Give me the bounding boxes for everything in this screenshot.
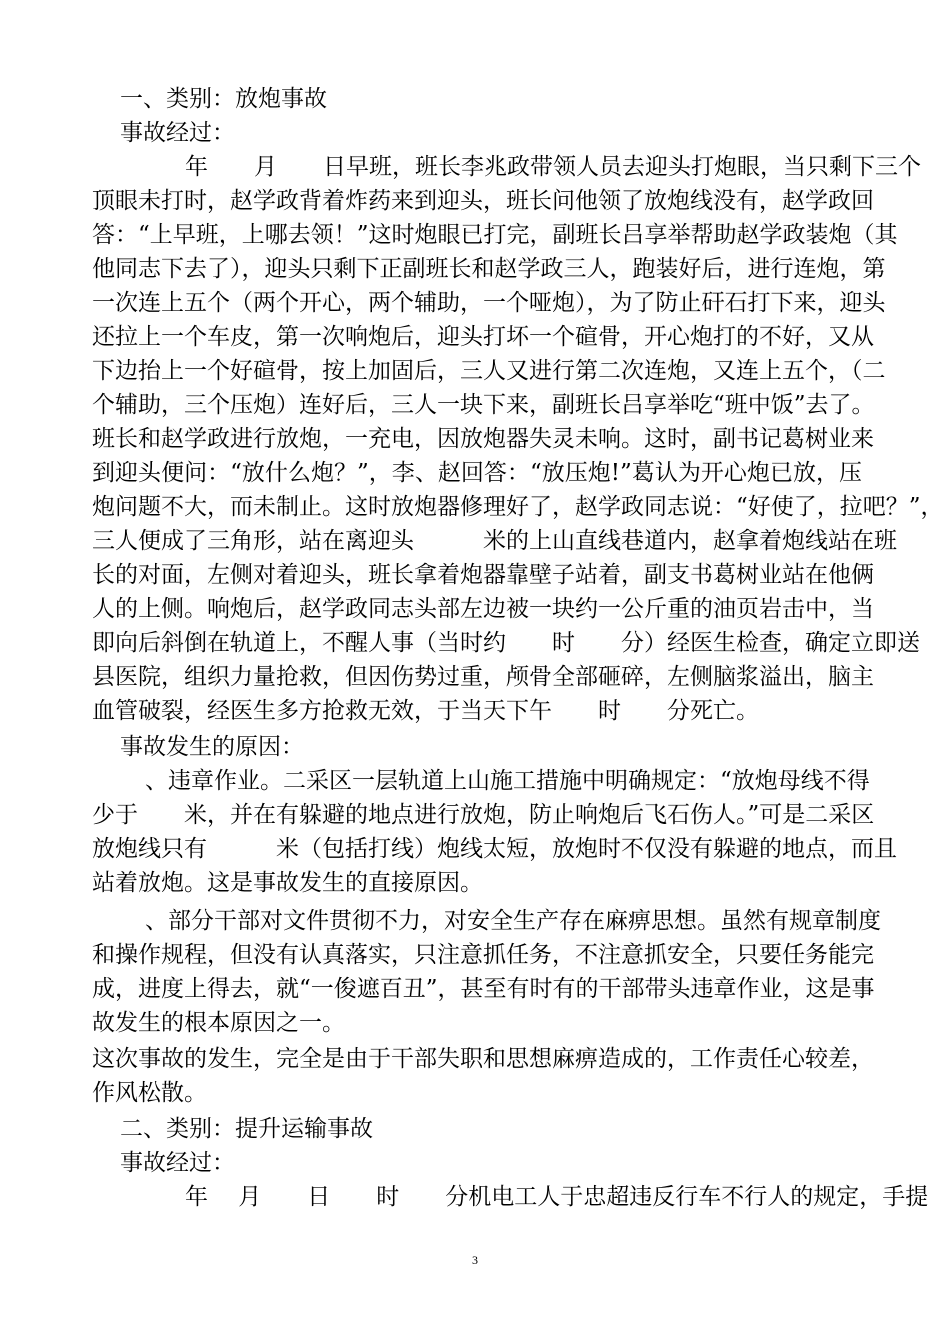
paragraph-line: 答：“上早班，上哪去领！”这时炮眼已打完，副班长吕享举帮助赵学政装炮（其 (92, 222, 898, 248)
page-number: 3 (472, 1253, 478, 1267)
paragraph-line: 人的上侧。响炮后，赵学政同志头部左边被一块约一公斤重的油页岩击中，当 (92, 596, 874, 622)
paragraph-line: 到迎头便问：“放什么炮？”，李、赵回答：“放压炮!”葛认为开心炮已放，压 (92, 460, 862, 486)
paragraph-line: 长的对面，左侧对着迎头，班长拿着炮器靠壁子站着，副支书葛树业站在他俩 (92, 562, 874, 588)
paragraph-line: 故发生的根本原因之一。 (92, 1010, 345, 1036)
paragraph-line: 血管破裂，经医生多方抢救无效，于当天下午 时 分死亡。 (92, 698, 759, 724)
paragraph-line: 即向后斜倒在轨道上，不醒人事（当时约 时 分）经医生检查，确定立即送 (92, 630, 920, 656)
paragraph-line: 三人便成了三角形，站在离迎头 米的上山直线巷道内，赵拿着炮线站在班 (92, 528, 897, 554)
paragraph-line: 年 月 日早班，班长李兆政带领人员去迎头打炮眼，当只剩下三个 (185, 154, 921, 180)
paragraph-line: 、部分干部对文件贯彻不力，对安全生产存在麻痹思想。虽然有规章制度 (145, 908, 881, 934)
section2-process-label: 事故经过： (120, 1150, 235, 1176)
paragraph-line: 班长和赵学政进行放炮，一充电，因放炮器失灵未响。这时，副书记葛树业来 (92, 426, 874, 452)
paragraph-line: 这次事故的发生，完全是由于干部失职和思想麻痹造成的，工作责任心较差， (92, 1046, 874, 1072)
section2-heading: 二、类别：提升运输事故 (120, 1116, 373, 1142)
section1-cause-label: 事故发生的原因： (120, 734, 304, 760)
paragraph-line: 年 月 日 时 分机电工人于忠超违反行车不行人的规定，手提 (185, 1184, 929, 1210)
paragraph-line: 作风松散。 (92, 1080, 207, 1106)
paragraph-line: 、违章作业。二采区一层轨道上山施工措施中明确规定：“放炮母线不得 (145, 768, 870, 794)
paragraph-line: 放炮线只有 米（包括打线）炮线太短，放炮时不仅没有躲避的地点，而且 (92, 836, 897, 862)
paragraph-line: 下边抬上一个好碹骨，按上加固后，三人又进行第二次连炮，又连上五个，（二 (92, 358, 886, 384)
paragraph-line: 一次连上五个（两个开心，两个辅助，一个哑炮），为了防止矸石打下来，迎头 (92, 290, 886, 316)
section1-heading: 一、类别：放炮事故 (120, 86, 327, 112)
paragraph-line: 站着放炮。这是事故发生的直接原因。 (92, 870, 483, 896)
paragraph-line: 炮问题不大，而未制止。这时放炮器修理好了，赵学政同志说：“好使了，拉吧？”， (92, 494, 944, 520)
paragraph-line: 顶眼未打时，赵学政背着炸药来到迎头，班长问他领了放炮线没有，赵学政回 (92, 188, 874, 214)
paragraph-line: 还拉上一个车皮，第一次响炮后，迎头打坏一个碹骨，开心炮打的不好，又从 (92, 324, 874, 350)
paragraph-line: 他同志下去了），迎头只剩下正副班长和赵学政三人，跑装好后，进行连炮，第 (92, 256, 886, 282)
section1-process-label: 事故经过： (120, 120, 235, 146)
paragraph-line: 少于 米，并在有躲避的地点进行放炮，防止响炮后飞石伤人。”可是二采区 (92, 802, 875, 828)
paragraph-line: 个辅助，三个压炮）连好后，三人一块下来，副班长吕享举吃“班中饭”去了。 (92, 392, 875, 418)
paragraph-line: 成，进度上得去，就“一俊遮百丑”，甚至有时有的干部带头违章作业，这是事 (92, 976, 875, 1002)
paragraph-line: 县医院，组织力量抢救，但因伤势过重，颅骨全部砸碎，左侧脑浆溢出，脑主 (92, 664, 874, 690)
paragraph-line: 和操作规程，但没有认真落实，只注意抓任务，不注意抓安全，只要任务能完 (92, 942, 874, 968)
